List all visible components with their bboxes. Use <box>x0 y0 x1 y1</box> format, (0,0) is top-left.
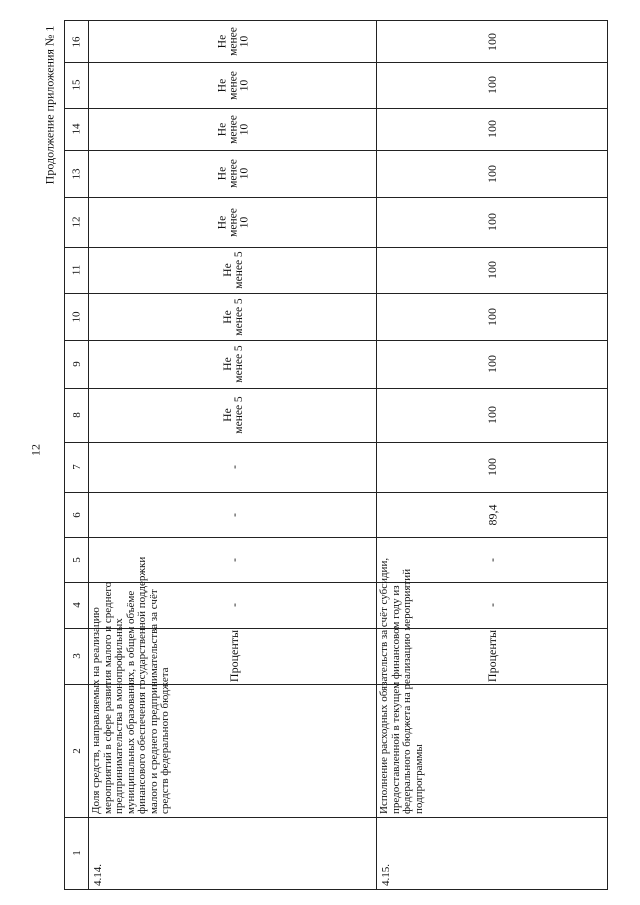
row-number: 4.14. <box>92 864 104 886</box>
value-cell: Не менее 10 <box>216 27 251 56</box>
value-cell: 100 <box>485 261 499 279</box>
value-cell: Не менее 5 <box>222 396 245 434</box>
value-cell: 100 <box>485 164 499 183</box>
col-header: 12 <box>70 216 83 228</box>
value-cell: 100 <box>485 32 499 51</box>
col-header: 5 <box>70 556 83 563</box>
col-header: 16 <box>70 36 83 47</box>
unit-cell: Проценты <box>227 629 241 683</box>
value-cell: 100 <box>485 213 499 231</box>
indicators-table <box>64 20 608 890</box>
value-cell: - <box>485 603 499 607</box>
page-number: 12 <box>28 444 43 456</box>
indicator-description: Исполнение расходных обязательств за счёт субсидии, предоставленной в текущем финансовом году из федерального бюджета на реализацию мероприятий подпрограммы <box>378 557 425 814</box>
unit-cell: Проценты <box>485 629 499 683</box>
value-cell: Не менее 10 <box>216 207 251 237</box>
value-cell: Не менее 10 <box>216 159 251 188</box>
value-cell: - <box>227 557 241 562</box>
value-cell: - <box>227 512 241 517</box>
col-header: 7 <box>70 464 83 470</box>
value-cell: Не менее 5 <box>222 251 245 289</box>
value-cell: 100 <box>485 76 499 94</box>
col-header: 15 <box>70 79 83 91</box>
col-header: 6 <box>70 511 83 518</box>
col-header: 11 <box>70 264 83 276</box>
value-cell: 100 <box>485 307 499 326</box>
value-cell: Не менее 10 <box>216 70 251 100</box>
table-border-bottom <box>64 889 608 890</box>
value-cell: 100 <box>485 120 499 138</box>
header-row-sep <box>88 20 89 890</box>
value-cell: Не менее 5 <box>222 297 245 336</box>
col-header: 9 <box>70 361 83 367</box>
col-header: 14 <box>70 123 83 135</box>
col-header: 8 <box>70 412 83 418</box>
col-header: 2 <box>70 747 83 754</box>
col-header: 3 <box>70 653 83 659</box>
value-cell: 100 <box>485 458 499 476</box>
col-sep <box>64 817 608 818</box>
value-cell: Не менее 5 <box>222 345 245 383</box>
col-header: 10 <box>70 311 83 322</box>
col-header: 1 <box>70 850 83 856</box>
value-cell: - <box>227 603 241 607</box>
row-number: 4.15. <box>380 864 392 886</box>
value-cell: 89,4 <box>485 504 499 525</box>
col-header: 13 <box>70 168 83 179</box>
indicator-description: Доля средств, направляемых на реализацию мероприятий в сфере развития малого и среднего предпринимательства в монопрофильных муниципальных образованиях, в общем объёме финансового обеспечения государственной поддержки малого и среднего предпринимательства за счёт средств федерального бюджета <box>90 556 171 814</box>
value-cell: Не менее 10 <box>216 114 251 144</box>
value-cell: 100 <box>485 406 499 424</box>
value-cell: - <box>227 465 241 469</box>
col-header: 4 <box>70 602 83 608</box>
continuation-caption: Продолжение приложения № 1 <box>42 25 57 185</box>
value-cell: 100 <box>485 355 499 373</box>
value-cell: - <box>485 557 499 562</box>
row-sep <box>376 20 377 890</box>
